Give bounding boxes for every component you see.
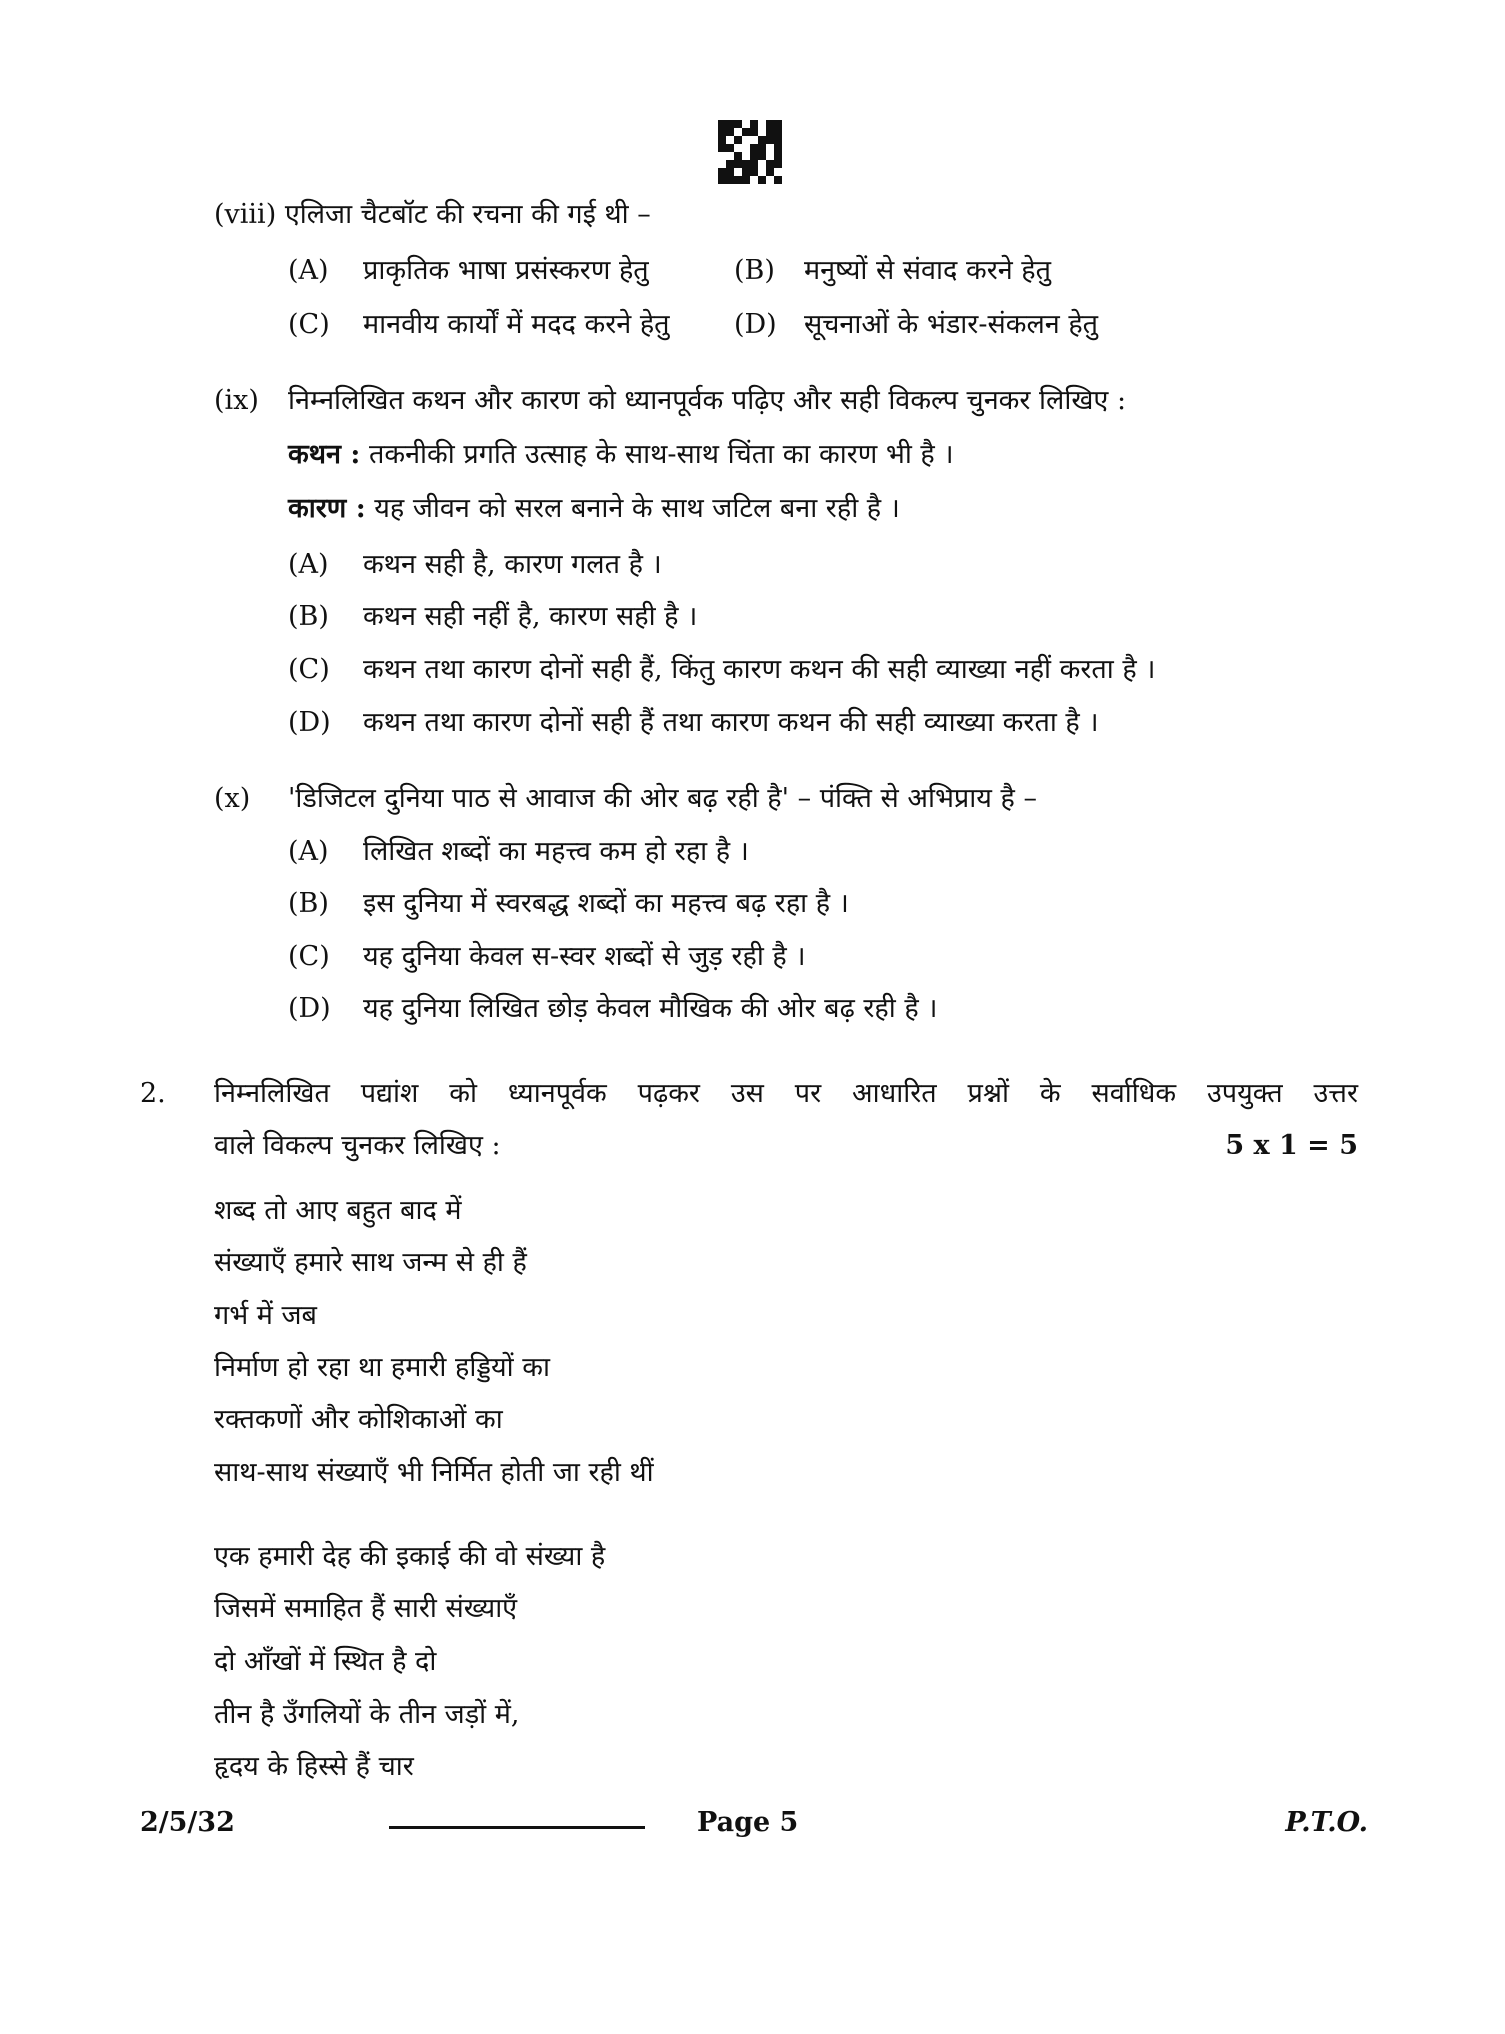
qr-code — [718, 120, 782, 184]
poem-line: जिसमें समाहित हैं सारी संख्याएँ — [214, 1593, 518, 1624]
poem-line: शब्द तो आए बहुत बाद में — [214, 1195, 462, 1226]
option-label: (D) — [288, 993, 331, 1024]
reason-text: यह जीवन को सरल बनाने के साथ जटिल बना रही है । — [374, 493, 900, 524]
question-text: एलिजा चैटबॉट की रचना की गई थी – — [284, 199, 651, 230]
question-number: (viii) — [214, 199, 277, 230]
option-label: (A) — [288, 255, 329, 286]
option-label: (B) — [288, 888, 329, 919]
question-text: 'डिजिटल दुनिया पाठ से आवाज की ओर बढ़ रही है' – पंक्ति से अभिप्राय है – — [288, 783, 1037, 814]
option-text: प्राकृतिक भाषा प्रसंस्करण हेतु — [363, 255, 649, 286]
reason-label: कारण : — [288, 493, 366, 524]
poem-line: दो आँखों में स्थित है दो — [214, 1646, 437, 1677]
option-label: (D) — [734, 309, 777, 340]
option-label: (A) — [288, 549, 329, 580]
option-label: (C) — [288, 941, 330, 972]
question-text: निम्नलिखित पद्यांश को ध्यानपूर्वक पढ़कर उस पर आधारित प्रश्नों के सर्वाधिक उपयुक्त उत्तर — [214, 1078, 1358, 1109]
question-text: वाले विकल्प चुनकर लिखिए : — [214, 1130, 501, 1161]
marks: 5 x 1 = 5 — [1225, 1130, 1358, 1161]
option-label: (C) — [288, 309, 330, 340]
footer-rule — [389, 1826, 645, 1829]
poem-line: साथ-साथ संख्याएँ भी निर्मित होती जा रही थीं — [214, 1457, 654, 1488]
question-viii — [214, 198, 651, 232]
assertion-label: कथन : — [288, 439, 361, 470]
option-text: कथन सही नहीं है, कारण सही है । — [363, 601, 698, 632]
poem-line: संख्याएँ हमारे साथ जन्म से ही हैं — [214, 1247, 527, 1278]
question-number: (x) — [214, 783, 251, 814]
option-label: (D) — [288, 707, 331, 738]
poem-line: एक हमारी देह की इकाई की वो संख्या है — [214, 1541, 606, 1572]
question-text: निम्नलिखित कथन और कारण को ध्यानपूर्वक पढ़िए और सही विकल्प चुनकर लिखिए : — [288, 385, 1127, 416]
question-number: (ix) — [214, 385, 259, 416]
option-text: सूचनाओं के भंडार-संकलन हेतु — [804, 309, 1099, 340]
option-label: (B) — [288, 601, 329, 632]
page-number: Page 5 — [697, 1807, 799, 1838]
option-text: कथन सही है, कारण गलत है । — [363, 549, 662, 580]
option-text: इस दुनिया में स्वरबद्ध शब्दों का महत्त्व बढ़ रहा है । — [363, 888, 849, 919]
option-text: यह दुनिया केवल स-स्वर शब्दों से जुड़ रही है । — [363, 941, 806, 972]
poem-line: निर्माण हो रहा था हमारी हड्डियों का — [214, 1352, 550, 1383]
question-number: 2. — [140, 1078, 166, 1109]
pto-label: P.T.O. — [1285, 1807, 1368, 1838]
poem-line: तीन है उँगलियों के तीन जड़ों में, — [214, 1699, 520, 1730]
option-text: लिखित शब्दों का महत्त्व कम हो रहा है । — [363, 836, 749, 867]
option-text: मनुष्यों से संवाद करने हेतु — [804, 255, 1052, 286]
poem-line: हृदय के हिस्से हैं चार — [214, 1751, 414, 1782]
poem-line: रक्तकणों और कोशिकाओं का — [214, 1404, 503, 1435]
reason — [288, 492, 900, 526]
poem-line: गर्भ में जब — [214, 1300, 317, 1331]
option-text: कथन तथा कारण दोनों सही हैं, किंतु कारण कथन की सही व्याख्या नहीं करता है । — [363, 654, 1156, 685]
assertion-text: तकनीकी प्रगति उत्साह के साथ-साथ चिंता का कारण भी है । — [368, 439, 954, 470]
option-label: (C) — [288, 654, 330, 685]
option-text: कथन तथा कारण दोनों सही हैं तथा कारण कथन की सही व्याख्या करता है । — [363, 707, 1099, 738]
assertion — [288, 438, 954, 472]
paper-code: 2/5/32 — [140, 1807, 235, 1838]
option-text: यह दुनिया लिखित छोड़ केवल मौखिक की ओर बढ़ रही है । — [363, 993, 938, 1024]
option-text: मानवीय कार्यों में मदद करने हेतु — [363, 309, 670, 340]
option-label: (B) — [734, 255, 775, 286]
option-a — [288, 254, 329, 288]
option-label: (A) — [288, 836, 329, 867]
